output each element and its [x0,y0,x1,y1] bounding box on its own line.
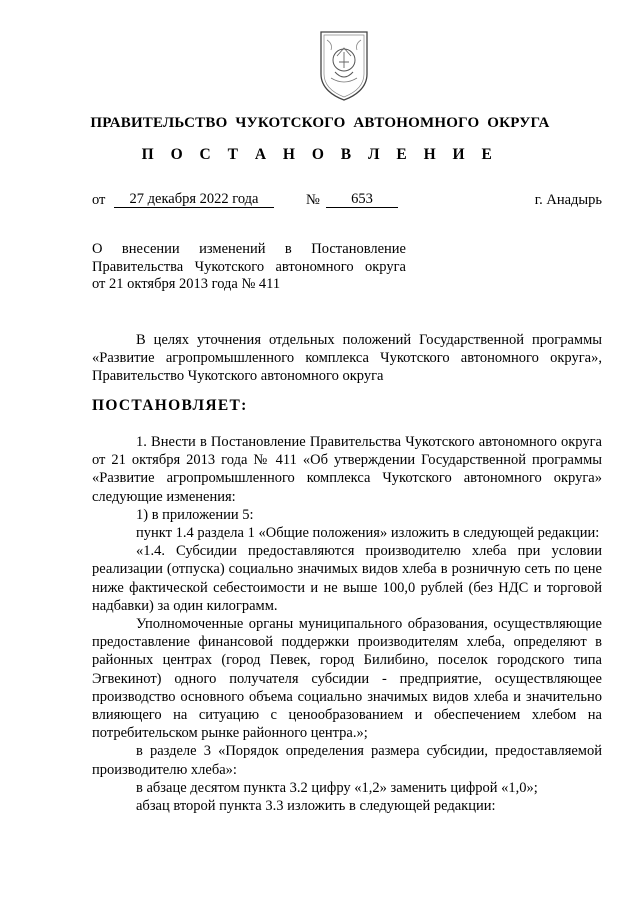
subject-line: О внесении изменений в Постановление [92,241,406,257]
preamble [92,331,602,386]
number-prefix: № [306,192,320,208]
coat-of-arms-icon [313,28,375,104]
body-paragraph: пункт 1.4 раздела 1 «Общие положения» изложить в следующей редакции: [136,525,600,542]
decree-number: 653 [326,192,398,208]
city: г. Анадырь [534,192,602,208]
body-paragraph: 1) в приложении 5: [136,506,254,523]
subject-line: Правительства Чукотского автономного округа [92,258,406,275]
subject-line: от 21 октября 2013 года № 411 [92,276,281,292]
decree-date: 27 декабря 2022 года [114,192,274,208]
preamble-text: В целях уточнения отдельных положений Государственной программы «Развитие агропромышленного комплекса Чукотского автономного округа», Правительство Чукотского автономного округа [92,332,602,385]
date-prefix: от [92,192,106,208]
decree-body [92,433,602,815]
document-type: П О С Т А Н О В Л Е Н И Е [141,146,499,163]
resolve-heading: ПОСТАНОВЛЯЕТ: [92,397,248,414]
body-paragraph: в абзаце десятом пункта 3.2 цифру «1,2» заменить цифрой «1,0»; [136,779,538,796]
body-paragraph: Уполномоченные органы муниципального образования, осуществляющие предоставление финансовой поддержки производителям хлеба, определяют в районных центрах (город Певек, город Билибино, поселок городского типа Эгвекинот) одного получателя субсидии - предприятие, осуществляющее производство основного объема социально значимых видов хлеба и значительно влияющего на ситуацию с ценообразованием и обеспечением хлебом на потребительском рынке районного центра.»; [92,616,602,742]
organization-title: ПРАВИТЕЛЬСТВО ЧУКОТСКОГО АВТОНОМНОГО ОКРУГА [90,115,550,131]
decree-subject [92,241,406,294]
body-paragraph: абзац второй пункта 3.3 изложить в следующей редакции: [136,798,496,815]
body-paragraph: 1. Внести в Постановление Правительства Чукотского автономного округа от 21 октября 2013 года № 411 «Об утверждении Государственной программы «Развитие агропромышленного комплекса Чукотского автономного округа» следующие изменения: [92,434,602,505]
body-paragraph: в разделе 3 «Порядок определения размера субсидии, предоставляемой производителю хлеба»: [92,743,602,778]
body-paragraph: «1.4. Субсидии предоставляются производителю хлеба при условии реализации (отпуска) социально значимых видов хлеба в розничную сеть по цене ниже фактической себестоимости и не выше 100,0 рублей (без НДС и торговой надбавки) за один килограмм. [92,543,602,614]
